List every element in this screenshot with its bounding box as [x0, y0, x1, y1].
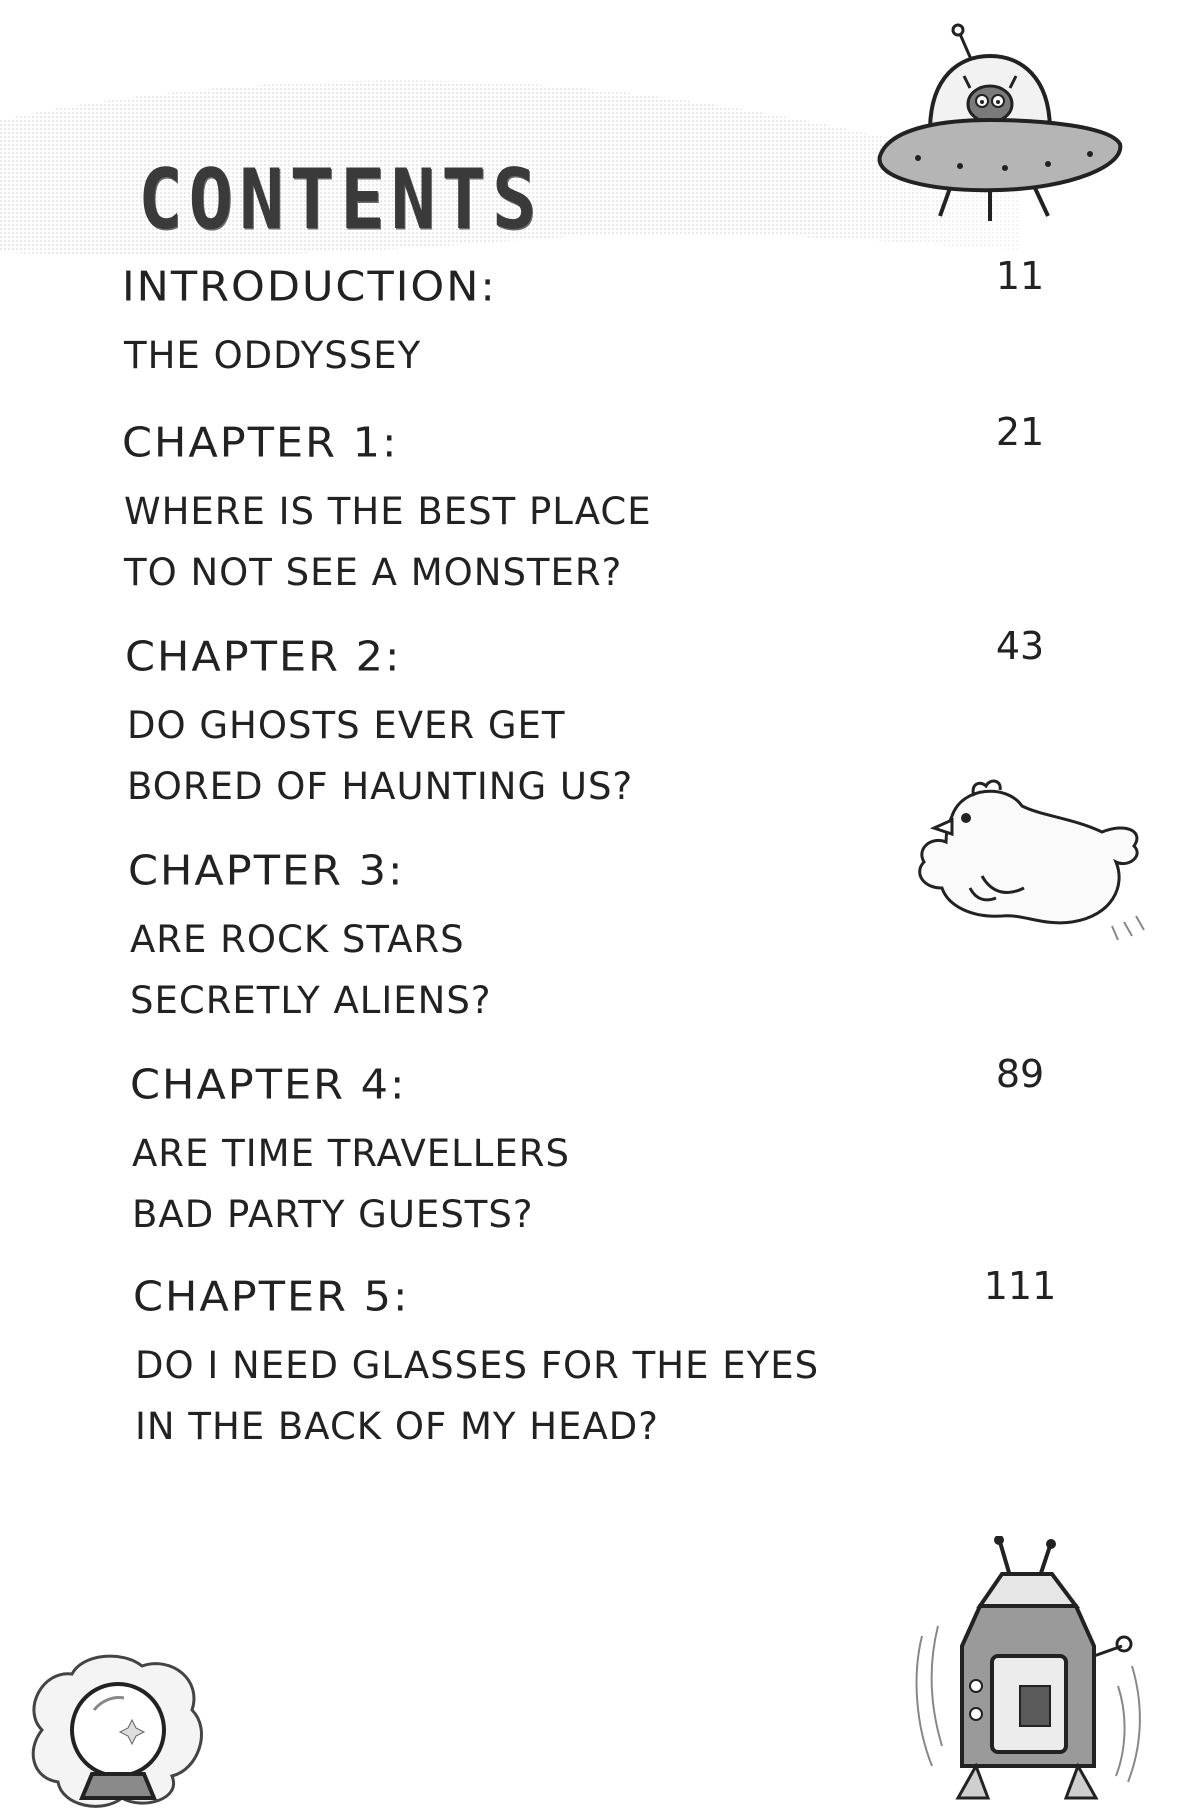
toc-entry-page-number: 11	[995, 254, 1045, 298]
toc-entry-title-line: TO NOT SEE A MONSTER?	[124, 551, 623, 594]
toc-entry-title-line: DO I NEED GLASSES FOR THE EYES	[135, 1344, 820, 1387]
toc-entry-label: CHAPTER 4:	[130, 1061, 407, 1109]
time-machine-pod-illustration	[892, 1536, 1162, 1817]
toc-entry-label: INTRODUCTION:	[122, 263, 497, 311]
toc-entry-label: CHAPTER 5:	[133, 1273, 410, 1321]
toc-entry-title-line: BORED OF HAUNTING US?	[127, 765, 634, 808]
toc-entry-page-number: 89	[995, 1052, 1045, 1096]
toc-entry-title-line: ARE ROCK STARS	[130, 918, 465, 961]
toc-entry-label: CHAPTER 1:	[122, 419, 399, 467]
toc-entry-title-line: DO GHOSTS EVER GET	[127, 704, 566, 747]
toc-entry-page-number: 111	[983, 1264, 1057, 1308]
ghost-chicken-illustration	[912, 776, 1152, 946]
toc-entry-label: CHAPTER 2:	[125, 633, 402, 681]
toc-entry-title-line: BAD PARTY GUESTS?	[132, 1193, 534, 1236]
crystal-ball-illustration	[22, 1650, 212, 1817]
toc-entry-title-line: THE ODDYSSEY	[124, 334, 422, 377]
toc-entry-title-line: SECRETLY ALIENS?	[130, 979, 492, 1022]
toc-entry-title-line: WHERE IS THE BEST PLACE	[124, 490, 652, 533]
toc-entry-page-number: 43	[995, 624, 1045, 668]
ufo-alien-illustration	[870, 16, 1130, 226]
page-title: CONTENTS	[138, 152, 543, 249]
toc-entry-title-line: IN THE BACK OF MY HEAD?	[135, 1405, 659, 1448]
toc-entry-label: CHAPTER 3:	[128, 847, 405, 895]
toc-entry-page-number: 21	[995, 410, 1045, 454]
toc-entry-title-line: ARE TIME TRAVELLERS	[132, 1132, 570, 1175]
